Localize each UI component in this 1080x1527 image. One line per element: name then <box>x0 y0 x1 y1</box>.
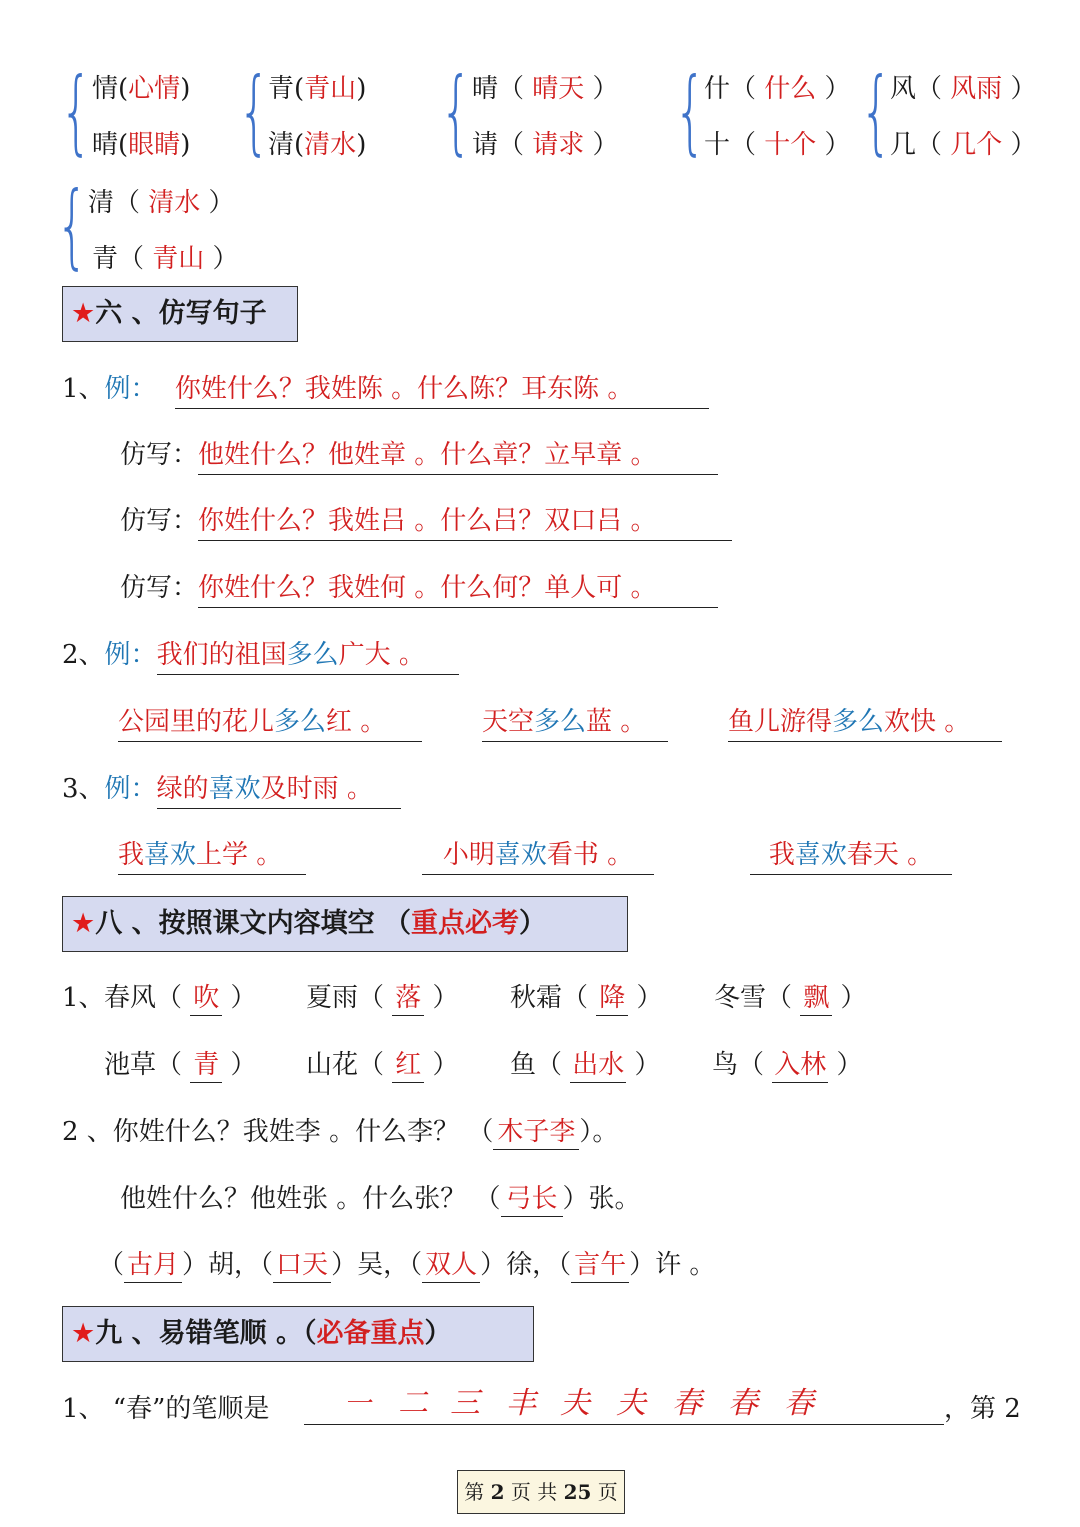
stroke: 春 <box>784 1386 814 1421</box>
stroke: 春 <box>672 1386 702 1421</box>
s8-q1-item: 冬雪（ 飘 ） <box>714 981 867 1016</box>
section-heading-8: ★八 、按照课文内容填空 （重点必考） <box>62 896 628 952</box>
stroke: 夫 <box>616 1386 646 1421</box>
pair-line: 十（ 十个 ） <box>704 130 851 160</box>
star-icon: ★ <box>71 908 96 939</box>
pair-line: 清（ 清水 ） <box>88 188 235 218</box>
pair-line: 几（ 几个 ） <box>890 130 1037 160</box>
brace-icon: { <box>860 58 893 165</box>
s8-q2-line2: 他姓什么？他姓张 。什么张？ （ 弓长 ）张。 <box>120 1182 641 1217</box>
s6-q1-imitation-3: 仿写：你姓什么？我姓何 。什么何？单人可 。 <box>120 571 718 608</box>
s8-q1-item: 鱼（ 出水 ） <box>510 1048 661 1083</box>
s6-q3-answer-3: 我喜欢春天 。 <box>750 838 952 875</box>
star-icon: ★ <box>71 1318 96 1349</box>
s6-q1-imitation-2: 仿写：你姓什么？我姓吕 。什么吕？双口吕 。 <box>120 504 732 541</box>
s9-q1-prefix: 1、 “春”的笔顺是 <box>62 1394 270 1424</box>
s8-q1-item: 山花（ 红 ） <box>306 1048 459 1083</box>
s8-q1-item: 鸟（ 入林 ） <box>712 1048 863 1083</box>
s8-q1-item: 池草（ 青 ） <box>104 1048 257 1083</box>
pair-line: 青(青山) <box>268 74 367 104</box>
s6-q2-example: 2、例：我们的祖国多么广大 。 <box>62 638 459 675</box>
s8-q1-item: 夏雨（ 落 ） <box>306 981 459 1016</box>
brace-icon: { <box>440 58 473 165</box>
pair-line: 清(清水) <box>268 130 367 160</box>
brace-icon: { <box>674 58 707 165</box>
brace-icon: { <box>60 58 93 165</box>
stroke: 丰 <box>506 1386 536 1421</box>
s8-q1-row1: 1、 <box>62 983 105 1013</box>
s8-q2-line1: 2 、你姓什么？我姓李 。什么李？ （ 木子李 ）。 <box>62 1115 618 1150</box>
stroke: 夫 <box>560 1386 590 1421</box>
section-heading-9: ★九 、易错笔顺 。（必备重点） <box>62 1306 534 1362</box>
star-icon: ★ <box>71 298 96 329</box>
s6-q2-answer-3: 鱼儿游得多么欢快 。 <box>728 705 1002 742</box>
brace-icon: { <box>238 58 271 165</box>
pair-line: 请（ 请求 ） <box>472 130 619 160</box>
brace-icon: { <box>56 172 89 279</box>
stroke: 春 <box>728 1386 758 1421</box>
s6-q1-example: 1、例： 你姓什么？我姓陈 。什么陈？耳东陈 。 <box>62 372 709 409</box>
s6-q3-example: 3、例：绿的喜欢及时雨 。 <box>62 772 401 809</box>
pair-line: 情(心情) <box>92 74 191 104</box>
s8-q1-item: 秋霜（ 降 ） <box>510 981 663 1016</box>
pair-line: 什（ 什么 ） <box>704 74 851 104</box>
s9-q1-suffix: ，第 2 <box>944 1394 1021 1424</box>
page-number: 第 2 页 共 25 页 <box>457 1470 625 1514</box>
stroke: 二 <box>398 1386 428 1421</box>
pair-line: 晴（ 晴天 ） <box>472 74 619 104</box>
s6-q1-imitation-1: 仿写：他姓什么？他姓章 。什么章？立早章 。 <box>120 438 718 475</box>
section-heading-6: ★六 、仿写句子 <box>62 286 298 342</box>
s6-q2-answer-1: 公园里的花儿多么红 。 <box>118 705 422 742</box>
s6-q3-answer-2: 小明喜欢看书 。 <box>422 838 654 875</box>
s8-q2-line3: （ 古月 ）胡，（ 口天 ）吴，（ 双人 ）徐，（ 言午 ）许 。 <box>98 1248 715 1283</box>
pair-line: 青（ 青山 ） <box>92 244 239 274</box>
pair-line: 风（ 风雨 ） <box>890 74 1037 104</box>
s8-q1-item: 春风（ 吹 ） <box>104 981 257 1016</box>
s6-q3-answer-1: 我喜欢上学 。 <box>118 838 306 875</box>
pair-line: 晴(眼睛) <box>92 130 191 160</box>
stroke: ㇐ <box>342 1386 372 1421</box>
stroke: 三 <box>450 1386 480 1421</box>
s6-q2-answer-2: 天空多么蓝 。 <box>482 705 668 742</box>
